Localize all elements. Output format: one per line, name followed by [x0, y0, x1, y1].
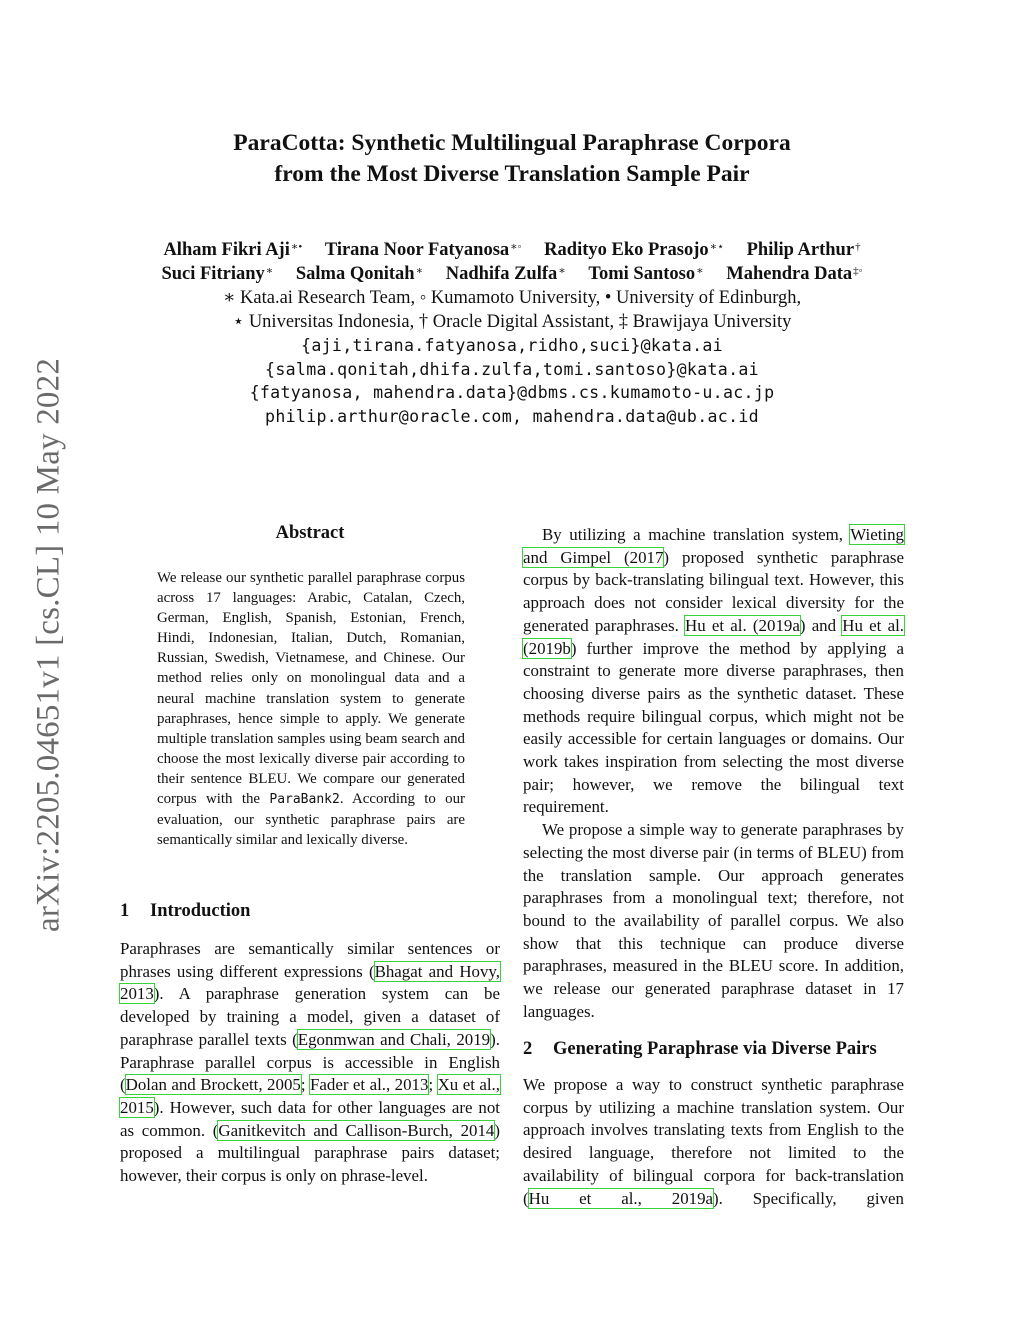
author: Radityo Eko Prasojo∗⋆ — [544, 240, 724, 260]
paper-title: ParaCotta: Synthetic Multilingual Paraphrase Corpora from the Most Diverse Translation Sample Pair — [233, 130, 791, 187]
author: Tomi Santoso∗ — [588, 264, 704, 284]
citation-link[interactable]: Dolan and Brockett, 2005 — [125, 1075, 301, 1095]
abstract-body: We release our synthetic parallel paraphrase corpus across 17 languages: Arabic, Catalan, Czech, German, English, Spanish, Estonian, French, Hindi, Indonesian, Italian, Dutch, Romanian, Russian, Swedish, Vietnamese, and Chinese. Our method relies only on monolingual data and a neural machine translation system to generate paraphrases, hence simple to apply. We generate multiple translation samples using beam search and choose the most lexically diverse pair according to their sentence BLEU. We compare our generated corpus with the ParaBank2. According to our evaluation, our synthetic paraphrase pairs are semantically similar and lexically diverse. — [157, 570, 465, 849]
email-line: {aji,tirana.fatyanosa,ridho,suci}@kata.ai — [301, 336, 723, 355]
citation-link[interactable]: Hu et al. (2019a — [685, 615, 800, 635]
parabank-code: ParaBank2 — [269, 792, 340, 808]
intro-paragraph: Paraphrases are semantically similar sentences or phrases using different expressions (Bhagat and Hovy, 2013). A paraphrase generation system can be developed by training a model, given a dataset of paraphrase parallel texts (Egonmwan and Chali, 2019). Paraphrase parallel corpus is accessible in English (Dolan and Brockett, 2005; Fader et al., 2013; Xu et al., 2015). However, such data for other languages are not as common. (Ganitkevitch and Callison-Burch, 2014) proposed a multilingual paraphrase pairs dataset; however, their corpus is only on phrase-level. — [120, 939, 500, 1186]
author: Alham Fikri Aji∗• — [163, 240, 303, 260]
citation-link[interactable]: Hu et al. (2019b — [523, 615, 904, 658]
email-line: philip.arthur@oracle.com, mahendra.data@ub.ac.id — [265, 406, 759, 426]
right-column-text — [523, 524, 904, 1023]
affiliation-line-2: ⋆ Universitas Indonesia, † Oracle Digital Assistant, ‡ Brawijaya University — [232, 312, 792, 332]
citation-link[interactable]: Hu et al., 2019a — [528, 1188, 714, 1208]
email-line: {salma.qonitah,dhifa.zulfa,tomi.santoso}@kata.ai — [265, 359, 759, 379]
abstract-heading: Abstract — [275, 523, 345, 543]
paragraph: By utilizing a machine translation system, Wieting and Gimpel (2017) proposed synthetic paraphrase corpus by back-translating bilingual text. However, this approach does not consider lexical diversity for the generated paraphrases. Hu et al. (2019a) and Hu et al. (2019b) further improve the method by applying a constraint to generate more diverse paraphrases, then choosing diverse pairs as the synthetic dataset. These methods require bilingual corpus, which might not be easily accessible for certain languages or domains. Our work takes inspiration from selecting the most diverse pair; however, we remove the bilingual text requirement. — [523, 525, 904, 817]
author: Philip Arthur† — [746, 240, 861, 260]
author: Mahendra Data‡◦ — [726, 264, 863, 284]
author-line-1 — [0, 238, 1024, 262]
author: Nadhifa Zulfa∗ — [445, 264, 566, 284]
author: Tirana Noor Fatyanosa∗◦ — [324, 240, 522, 260]
section-2-paragraph: We propose a way to construct synthetic paraphrase corpus by utilizing a machine translation system. Our approach involves translating texts from English to the desired language, therefore not limited to the availability of bilingual corpora for back-translation (Hu et al., 2019a). Specifically, given — [523, 1075, 904, 1208]
author: Salma Qonitah∗ — [295, 264, 424, 284]
author: Suci Fitriany∗ — [161, 264, 274, 284]
arxiv-sidebar — [30, 345, 68, 945]
citation-link[interactable]: Bhagat and Hovy, 2013 — [120, 961, 500, 1004]
citation-link[interactable]: Xu et al., 2015 — [120, 1075, 500, 1117]
author-block — [0, 238, 1024, 428]
email-line: {fatyanosa, mahendra.data}@dbms.cs.kumamoto-u.ac.jp — [249, 383, 775, 402]
author-line-2 — [0, 262, 1024, 286]
citation-link[interactable]: Ganitkevitch and Callison-Burch, 2014 — [218, 1120, 495, 1140]
citation-link[interactable]: Fader et al., 2013 — [310, 1075, 429, 1095]
section-2-heading: 2 Generating Paraphrase via Diverse Pairs — [523, 1039, 877, 1059]
citation-link[interactable]: Wieting and Gimpel (2017 — [523, 525, 904, 567]
paragraph: We propose a simple way to generate paraphrases by selecting the most diverse pair (in terms of BLEU) from the translation sample. Our approach generates paraphrases from a monolingual text; therefore, not bound to the availability of parallel corpus. We also show that this technique can produce diverse paraphrases, measured in the BLEU score. In addition, we release our generated paraphrase dataset in 17 languages. — [523, 820, 904, 1021]
citation-link[interactable]: Egonmwan and Chali, 2019 — [297, 1029, 491, 1049]
affiliation-line-1: ∗ Kata.ai Research Team, ◦ Kumamoto University, • University of Edinburgh, — [222, 288, 802, 308]
arxiv-identifier: arXiv:2205.04651v1 [cs.CL] 10 May 2022 — [30, 357, 67, 933]
section-1-heading: 1 Introduction — [120, 901, 251, 921]
